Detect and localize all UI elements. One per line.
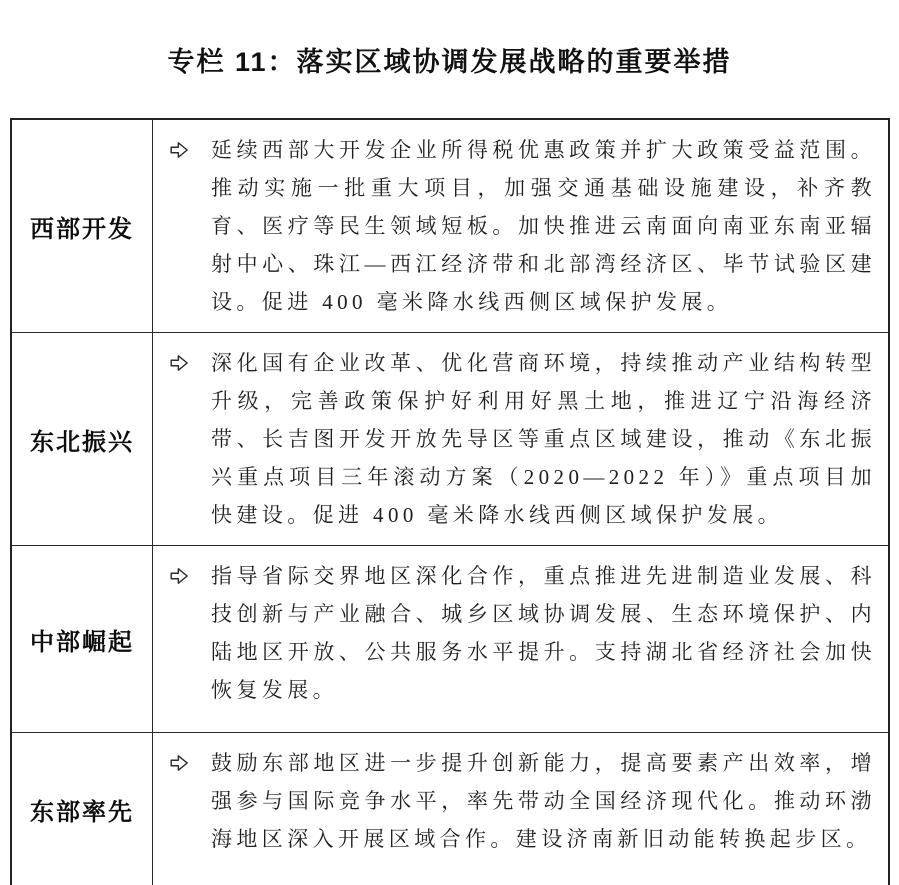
row-label-eastern: 东部率先: [12, 733, 153, 885]
row-label-central: 中部崛起: [12, 546, 153, 732]
page-title: 专栏 11：落实区域协调发展战略的重要举措: [167, 47, 732, 77]
row-text-northeast: 深化国有企业改革、优化营商环境，持续推动产业结构转型升级，完善政策保护好利用好黑土地，推进辽宁沿海经济带、长吉图开发开放先导区等重点区域建设，推动《东北振兴重点项目三年滚动方案（2020—2022 年）》重点项目加快建设。促进 400 毫米降水线西侧区域保护发展。: [211, 351, 876, 527]
arrow-bullet-icon: [169, 565, 191, 587]
arrow-bullet-icon: [169, 139, 191, 161]
row-content-central: [153, 546, 888, 732]
row-content-west: [153, 120, 888, 332]
row-content-northeast: [153, 333, 888, 545]
row-label-northeast: 东北振兴: [12, 333, 153, 545]
row-label-west: 西部开发: [12, 120, 153, 332]
table-row-northeast-revitalization: [12, 332, 888, 545]
arrow-bullet-icon: [169, 352, 191, 374]
table-row-eastern-lead: [12, 732, 888, 885]
row-text-eastern: 鼓励东部地区进一步提升创新能力，提高要素产出效率，增强参与国际竞争水平，率先带动全国经济现代化。推动环渤海地区深入开展区域合作。建设济南新旧动能转换起步区。: [211, 751, 876, 851]
arrow-bullet-icon: [169, 752, 191, 774]
row-text-west: 延续西部大开发企业所得税优惠政策并扩大政策受益范围。推动实施一批重大项目，加强交通基础设施建设，补齐教育、医疗等民生领域短板。加快推进云南面向南亚东南亚辐射中心、珠江—西江经济带和北部湾经济区、毕节试验区建设。促进 400 毫米降水线西侧区域保护发展。: [211, 138, 876, 314]
table-row-central-rise: [12, 545, 888, 732]
table-row-west-development: [12, 120, 888, 332]
row-content-eastern: [153, 733, 888, 885]
row-text-central: 指导省际交界地区深化合作，重点推进先进制造业发展、科技创新与产业融合、城乡区域协调发展、生态环境保护、内陆地区开放、公共服务水平提升。支持湖北省经济社会加快恢复发展。: [211, 564, 876, 702]
measures-table: [10, 118, 890, 885]
